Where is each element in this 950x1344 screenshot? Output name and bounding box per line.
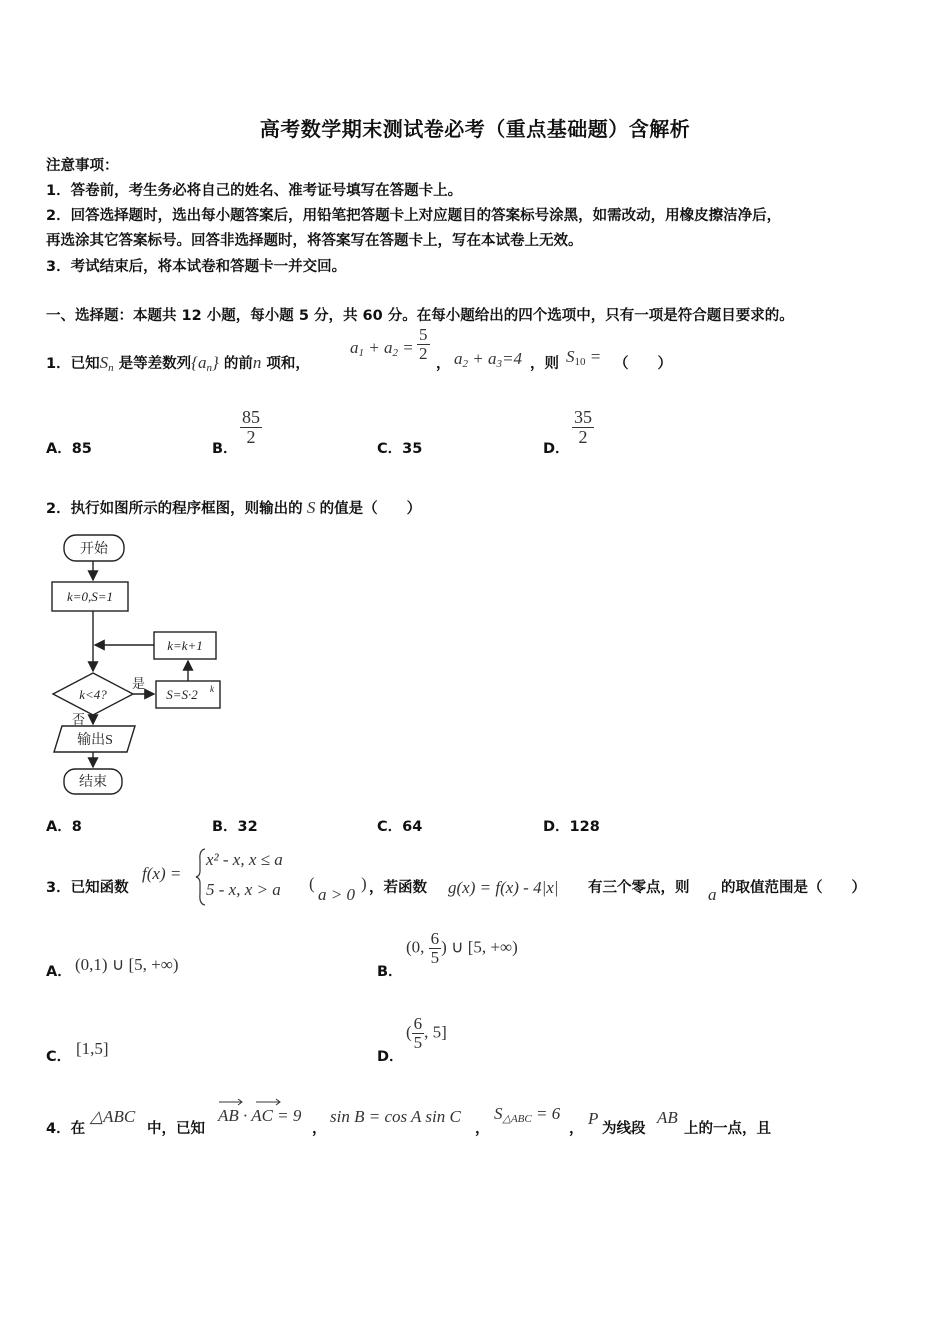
q1-option-d-value: $\frac{35}{2}$ [574,407,592,447]
q3-option-b-value: (0, $\frac{6}{5}$ ) ∪ [5, +∞) [406,929,518,967]
q3-text: ，若函数 [369,880,427,896]
q1-option-b-value: $\frac{85}{2}$ [242,407,260,447]
q4-text: 上的一点，且 [684,1121,771,1137]
q3-option-d[interactable]: D． [377,1049,404,1065]
q3-fx: f(x) = [142,864,182,883]
q3-text: 3．已知函数 [46,880,129,896]
q1-eq1-lhs: $a_1 + a_2$ = [350,338,414,359]
q3-gx: g(x) = f(x) - 4|x| [448,878,559,897]
q1-math-an: $\{a_n\}$ [191,353,219,374]
q1-option-a[interactable]: A．85 [46,441,92,457]
flow-start-label: 开始 [80,542,108,557]
q3-paren-open: ( [309,874,315,893]
q1-text: ，则 [530,356,559,372]
q1-option-d[interactable]: D． [543,441,570,457]
q1-eq2: $a_2 + a_3=4$ [454,349,522,370]
q1-option-c[interactable]: C．35 [377,441,423,457]
q2-option-c[interactable]: C．64 [377,819,423,835]
notice-item: 1．答卷前，考生务必将自己的姓名、准考证号填写在答题卡上。 [46,183,463,199]
flow-update-label: k=k+1 [167,638,203,653]
flow-body-label: S=S·2 [166,687,198,702]
q2-option-d[interactable]: D．128 [543,819,600,835]
q4-text: 4．在 [46,1121,86,1137]
q3-option-c-value: [1,5] [76,1039,109,1058]
q2-option-b[interactable]: B．32 [212,819,258,835]
q1-text: 1．已知 [46,356,100,372]
q1-math-n: n [252,353,262,372]
q1-text: 是等差数列 [118,356,192,372]
q2-option-a[interactable]: A．8 [46,819,82,835]
flow-end-label: 结束 [79,775,107,790]
q2-text: 的值是（ ） [319,501,422,517]
q1-eq1-rhs: $\frac{5}{2}$ [419,325,428,363]
q3-option-c[interactable]: C． [46,1049,72,1065]
q3-text: 的取值范围是（ ） [721,880,866,896]
flow-init-label: k=0,S=1 [66,589,114,604]
flow-yes-label: 是 [132,676,146,691]
q3-option-d-value: ( $\frac{6}{5}$ , 5] [406,1014,447,1052]
q3-text: 有三个零点，则 [588,880,690,896]
q2-text: 2．执行如图所示的程序框图，则输出的 [46,501,303,517]
section-heading: 一、选择题：本题共 12 小题，每小题 5 分，共 60 分。在每小题给出的四个选项中，只有一项是符合题目要求的。 [46,308,794,324]
q1-math-sn: $S_n$ [99,353,114,374]
q1-sep: ， [436,356,451,372]
q4-area: $S_{\triangle ABC} = 6$ [494,1104,561,1125]
q4-segment-ab: AB [657,1108,678,1127]
flow-output-label: 输出S [77,733,113,748]
notice-item: 3．考试结束后，将本试卷和答题卡一并交回。 [46,259,347,275]
q3-piece-1: x² - x, x ≤ a [206,850,283,869]
q2-math-s: S [302,498,320,517]
q1-text: 项和， [266,356,310,372]
question-1 [46,352,310,374]
program-flowchart [44,530,234,800]
notice-item: 2．回答选择题时，选出每小题答案后，用铅笔把答题卡上对应题目的答案标号涂黑，如需改动，用橡皮擦洁净后， [46,208,782,224]
q4-dot-product: AB · AC = 9 [218,1106,302,1125]
notice-item: 再选涂其它答案标号。回答非选择题时，将答案写在答题卡上，写在本试卷上无效。 [46,233,583,249]
q1-s10: $S_{10}$ = [566,347,602,368]
q4-triangle: △ABC [90,1107,136,1126]
q4-sin-relation: sin B = cos A sin C [330,1107,461,1126]
flow-condition-label: k<4? [79,687,107,702]
question-2 [46,497,421,518]
q4-text: ， [312,1121,327,1137]
q3-piece-2: 5 - x, x > a [206,880,281,899]
q3-option-a-value: (0,1) ∪ [5, +∞) [75,955,179,974]
q3-math-a: a [708,885,717,904]
q1-text: （ ） [614,356,672,372]
q1-text: 的前 [223,356,253,372]
flow-body-sup: k [210,684,214,694]
q4-text: ， [569,1121,584,1137]
q4-text: 中，已知 [147,1121,205,1137]
q3-option-a[interactable]: A． [46,964,72,980]
flow-no-label: 否 [72,712,86,727]
q3-paren-close: ) [361,874,367,893]
q3-condition: a > 0 [318,885,355,904]
q3-option-b[interactable]: B． [377,964,403,980]
page-title: 高考数学期末测试卷必考（重点基础题）含解析 [259,117,691,141]
q4-text: 为线段 [602,1121,646,1137]
q4-point-p: P [588,1109,599,1128]
q1-option-b[interactable]: B． [212,441,238,457]
q4-text: ， [475,1121,490,1137]
notice-heading: 注意事项： [46,158,119,174]
